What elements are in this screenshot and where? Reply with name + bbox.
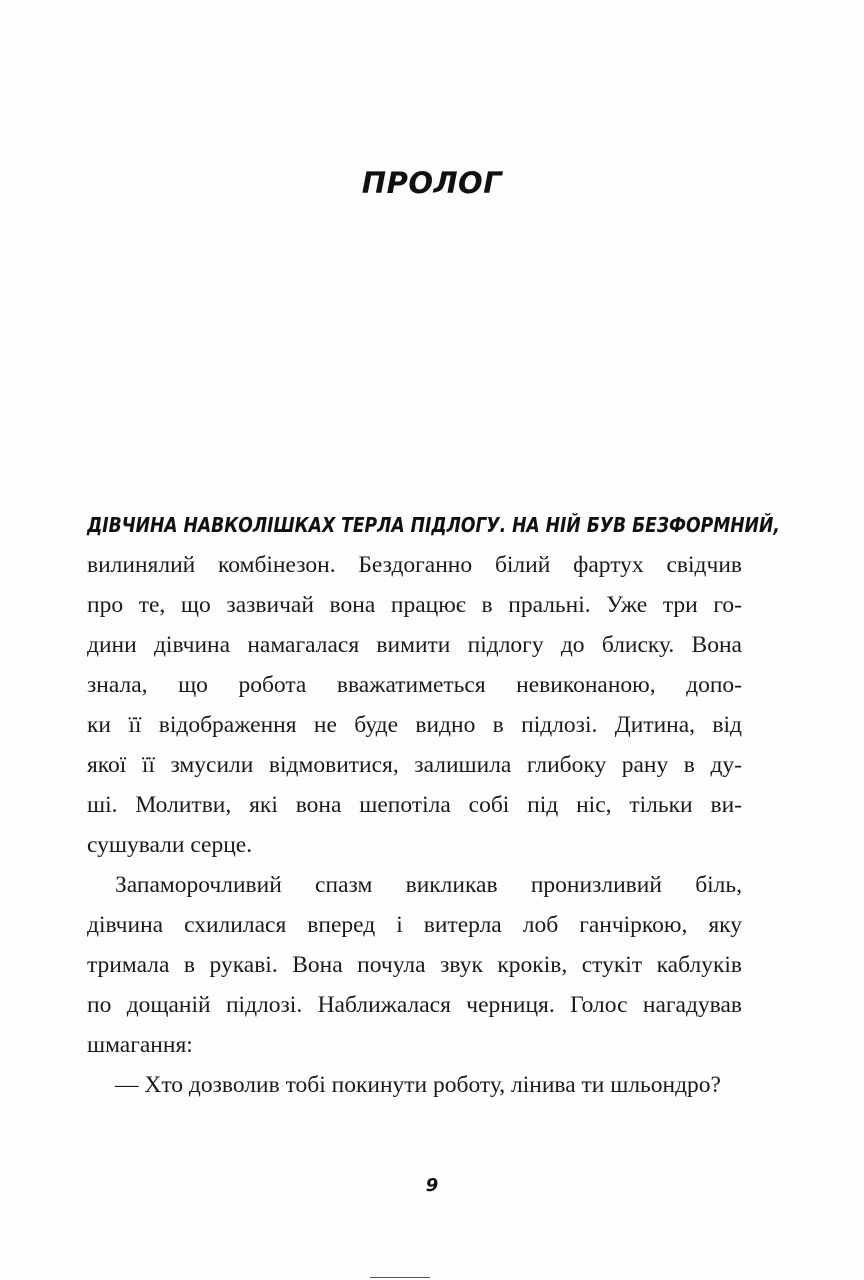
text-line: дини дівчина намагалася вимити підлогу до блиску. Вона <box>87 632 742 658</box>
text-line: ки її відображення не буде видно в підлозі. Дитина, від <box>87 712 742 738</box>
body-text <box>87 505 780 1105</box>
text-line: тримала в рукаві. Вона почула звук кроків, стукіт каблуків <box>87 952 742 978</box>
dialogue-line: — Хто дозволив тобі покинути роботу, лінива ти шльондро? <box>115 1072 721 1098</box>
text-line: ші. Молитви, які вона шепотіла собі під ніс, тільки ви- <box>87 792 742 818</box>
page-number: 9 <box>425 1175 439 1196</box>
text-line: дівчина схилилася вперед і витерла лоб ганчіркою, яку <box>87 912 742 938</box>
text-line: знала, що робота вважатиметься невиконаною, допо- <box>87 672 742 698</box>
text-line: по дощаній підлозі. Наближалася черниця. Голос нагадував <box>87 992 742 1018</box>
chapter-title: ПРОЛОГ <box>361 166 503 200</box>
text-line: вилинялий комбінезон. Бездоганно білий фартух свідчив <box>87 552 742 578</box>
text-line: шмагання: <box>87 1032 193 1058</box>
text-line: Запаморочливий спазм викликав пронизливий біль, <box>115 872 742 898</box>
text-line: якої її змусили відмовитися, залишила глибоку рану в ду- <box>87 752 742 778</box>
paragraph-lead-line: ДІВЧИНА НАВКОЛІШКАХ ТЕРЛА ПІДЛОГУ. НА НІЙ БУВ БЕЗФОРМНИЙ, <box>87 513 780 537</box>
scan-edge-mark <box>370 1277 430 1278</box>
text-line: про те, що зазвичай вона працює в пральні. Уже три го- <box>87 592 742 618</box>
text-line: сушували серце. <box>87 832 253 858</box>
